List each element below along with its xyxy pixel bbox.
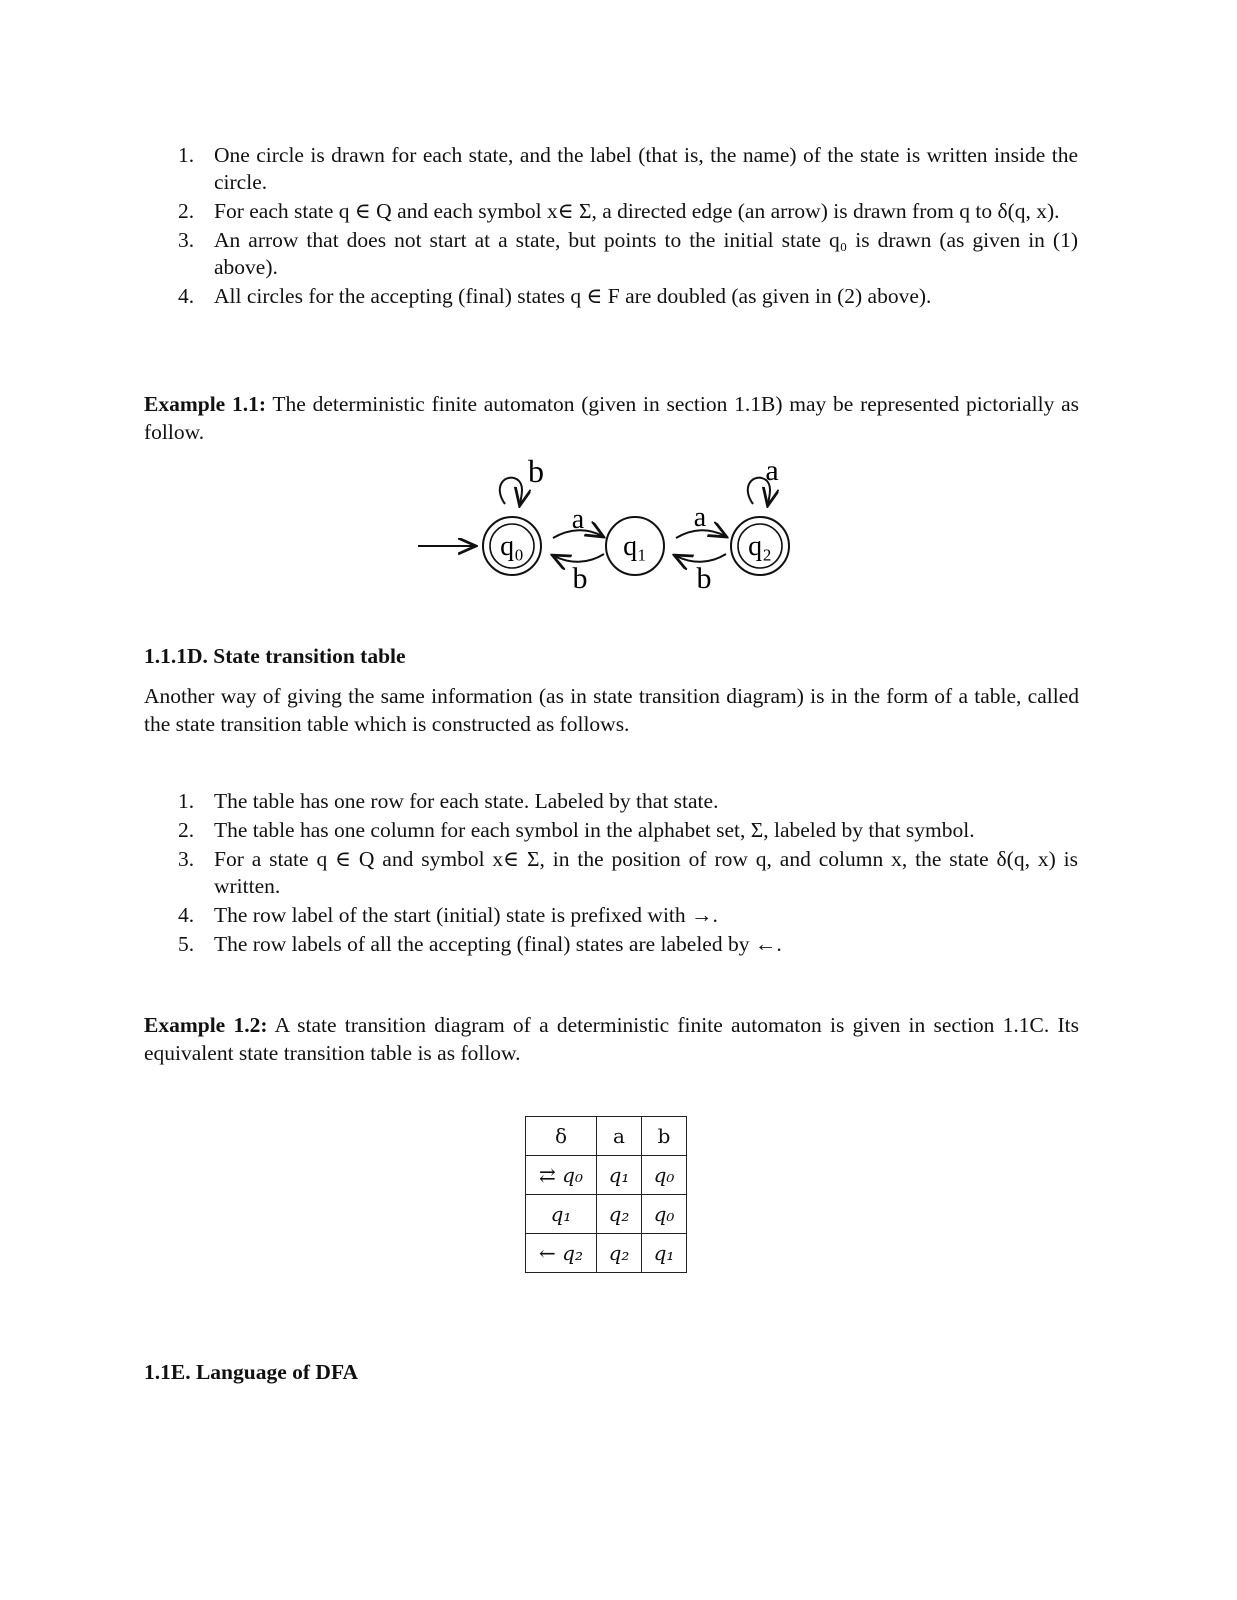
table-cell: ← q₂ — [526, 1234, 597, 1273]
diagram-rules-list — [178, 142, 1078, 312]
list-text: The table has one column for each symbol in the alphabet set, Σ, labeled by that symbol. — [214, 818, 975, 842]
state-label: q₁ — [623, 531, 647, 562]
list-number: 1. — [178, 789, 195, 813]
table-row — [526, 1195, 687, 1234]
transition-label: b — [572, 562, 588, 595]
list-number: 4. — [178, 903, 195, 927]
table-cell: q₀ — [642, 1156, 687, 1195]
list-item — [178, 817, 1078, 844]
table-cell: q₀ — [642, 1195, 687, 1234]
list-number: 3. — [178, 228, 195, 252]
transition-label: b — [528, 453, 544, 489]
list-text: For a state q ∈ Q and symbol x∈ Σ, in the position of row q, and column x, the state δ(q, x) is written. — [214, 847, 1078, 898]
table-cell: q₂ — [597, 1234, 642, 1273]
section-heading-e: 1.1E. Language of DFA — [144, 1360, 359, 1384]
list-number: 2. — [178, 199, 195, 223]
example-text: The deterministic finite automaton (given in section 1.1B) may be represented pictorially as follow. — [144, 392, 1079, 444]
list-text: For each state q ∈ Q and each symbol x∈ Σ, a directed edge (an arrow) is drawn from q to δ(q, x). — [214, 199, 1060, 223]
list-item — [178, 142, 1078, 196]
table-cell: ⇄ q₀ — [526, 1156, 597, 1195]
table-rules-list — [178, 788, 1078, 960]
list-number: 4. — [178, 284, 195, 308]
example-label: Example 1.2: — [144, 1013, 268, 1037]
example-1-1-paragraph — [144, 390, 1079, 446]
list-number: 1. — [178, 143, 195, 167]
transition-label: a — [571, 504, 585, 535]
example-label: Example 1.1: — [144, 392, 267, 416]
table-cell: q₁ — [642, 1234, 687, 1273]
table-header-cell: δ — [526, 1117, 597, 1156]
state-q0 — [483, 517, 541, 575]
state-label: q₀ — [500, 531, 524, 562]
state-q1 — [606, 517, 664, 575]
transition-label: a — [693, 502, 707, 533]
dfa-state-diagram — [410, 452, 810, 602]
list-text: All circles for the accepting (final) states q ∈ F are doubled (as given in (2) above). — [214, 284, 932, 308]
list-text: The row label of the start (initial) state is prefixed with →. — [214, 903, 718, 927]
table-cell: q₂ — [597, 1195, 642, 1234]
list-item — [178, 846, 1078, 900]
transition-label: a — [765, 454, 779, 487]
list-number: 3. — [178, 847, 195, 871]
list-text: One circle is drawn for each state, and the label (that is, the name) of the state is written inside the circle. — [214, 143, 1078, 194]
state-label: q₂ — [748, 531, 772, 562]
table-row — [526, 1156, 687, 1195]
list-number: 5. — [178, 932, 195, 956]
table-cell: q₁ — [526, 1195, 597, 1234]
list-item — [178, 788, 1078, 815]
example-text: A state transition diagram of a deterministic finite automaton is given in section 1.1C. Its equivalent state transition table is as follow. — [144, 1013, 1080, 1065]
table-header-row — [526, 1117, 687, 1156]
state-transition-table — [525, 1116, 687, 1273]
list-item — [178, 283, 1078, 310]
list-item — [178, 198, 1078, 225]
section-heading-d: 1.1.1D. State transition table — [144, 644, 406, 668]
list-item — [178, 902, 1078, 929]
list-text: The row labels of all the accepting (final) states are labeled by ←. — [214, 932, 782, 956]
list-number: 2. — [178, 818, 195, 842]
list-text: The table has one row for each state. Labeled by that state. — [214, 789, 719, 813]
table-cell: q₁ — [597, 1156, 642, 1195]
intro-paragraph: Another way of giving the same information (as in state transition diagram) is in the form of a table, called the state transition table which is constructed as follows. — [144, 684, 1079, 736]
state-q2 — [731, 517, 789, 575]
edge-q2-q1 — [676, 554, 726, 562]
table-header-cell: b — [642, 1117, 687, 1156]
table-row — [526, 1234, 687, 1273]
edge-q1-q0 — [554, 554, 604, 562]
list-text: An arrow that does not start at a state, but points to the initial state q₀ is drawn (as given in (1) above). — [214, 228, 1078, 279]
example-1-2-paragraph — [144, 1011, 1079, 1067]
table-header-cell: a — [597, 1117, 642, 1156]
list-item — [178, 931, 1078, 958]
transition-label: b — [696, 562, 712, 595]
self-loop-q0 — [500, 478, 522, 504]
list-item — [178, 227, 1078, 281]
